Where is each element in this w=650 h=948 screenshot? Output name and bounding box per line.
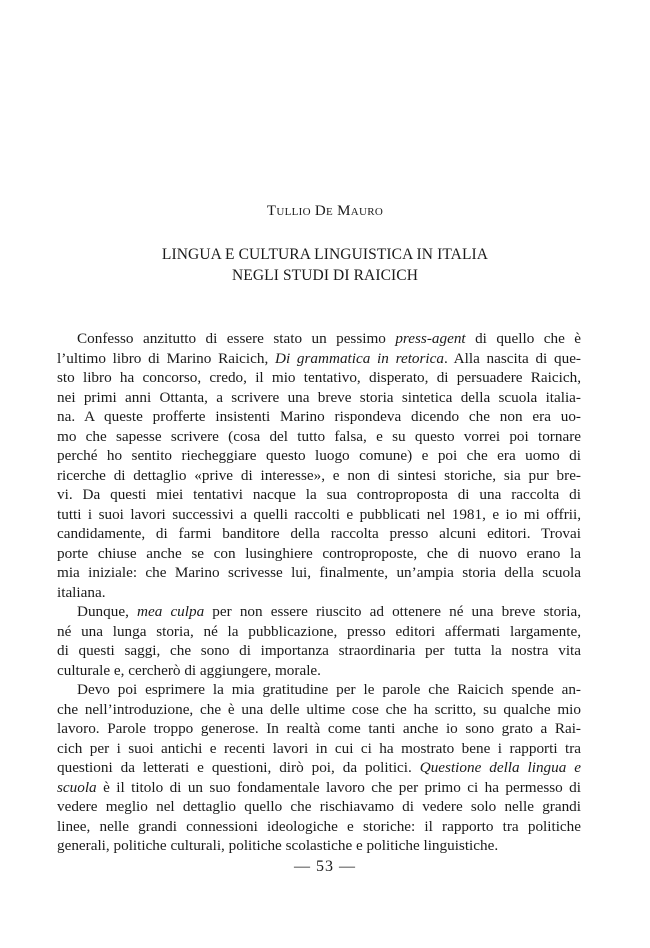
text-run: ricerche di dettaglio «prive di interesse», e non di sintesi storiche, sia pur bre- — [57, 466, 581, 484]
text-line — [57, 719, 581, 739]
text-line — [57, 661, 581, 681]
italic-text: press-agent — [395, 330, 466, 347]
text-line — [57, 446, 581, 466]
text-run: né una lunga storia, né la pubblicazione, presso editori affermati largamente, — [57, 622, 581, 640]
text-line — [57, 836, 581, 856]
text-line — [57, 739, 581, 759]
text-line — [57, 563, 581, 583]
text-run: linee, nelle grandi connessioni ideologiche e storiche: il rapporto tra politiche — [57, 817, 581, 835]
text-run: tutti i suoi lavori successivi a quelli raccolti e pubblicati nel 1981, e io mi offrii, — [57, 505, 581, 523]
text-line — [57, 427, 581, 447]
text-line — [57, 680, 581, 700]
italic-text: Questione della lingua e — [419, 759, 581, 776]
text-line — [57, 602, 581, 622]
text-line — [57, 622, 581, 642]
text-line — [57, 466, 581, 486]
text-line — [57, 583, 581, 603]
italic-text: Di grammatica in retorica — [275, 349, 444, 367]
text-run: . Alla nascita di que- — [443, 349, 581, 367]
text-run: Dunque, — [77, 603, 138, 620]
text-run: mia iniziale: che Marino scrivesse lui, finalmente, un’ampia storia della scuola — [57, 564, 581, 581]
page-number: — 53 — — [294, 858, 356, 875]
text-line — [57, 778, 581, 798]
text-line — [57, 349, 581, 369]
text-line — [57, 505, 581, 525]
text-run: cich per i suoi antichi e recenti lavori in cui ci ha mostrato bene i rapporti tra — [57, 739, 581, 757]
text-line — [57, 817, 581, 837]
text-run: candidamente, di farmi banditore della raccolta presso alcuni editori. Trovai — [57, 525, 581, 542]
paragraph — [57, 602, 581, 680]
text-run: di quello che è — [465, 330, 581, 347]
text-line — [57, 797, 581, 817]
text-run: vi. Da questi miei tentativi nacque la sua controproposta di una raccolta di — [57, 486, 581, 503]
text-line — [57, 329, 581, 349]
italic-text: scuola — [57, 778, 97, 796]
text-run: italiana. — [57, 583, 106, 601]
text-run: mo che sapesse scrivere (cosa del tutto falsa, e su questo vorrei poi tornare — [57, 427, 581, 445]
text-run: Confesso anzitutto di essere stato un pessimo — [77, 330, 396, 347]
text-line — [57, 544, 581, 564]
paragraph — [57, 680, 581, 856]
text-run: di questi saggi, che sono di importanza straordinaria per tutta la nostra vita — [57, 642, 581, 659]
author-name: Tullio De Mauro — [266, 203, 384, 219]
body-text — [57, 329, 581, 856]
text-line — [57, 641, 581, 661]
article-title-line-2: NEGLI STUDI DI RAICICH — [231, 267, 419, 284]
text-line — [57, 758, 581, 778]
text-run: è il titolo di un suo fondamentale lavoro che per primo ci ha permesso di — [96, 778, 581, 796]
text-line — [57, 485, 581, 505]
article-title — [0, 244, 650, 286]
text-line — [57, 524, 581, 544]
text-line — [57, 407, 581, 427]
text-line — [57, 388, 581, 408]
text-run: questioni da letterati e questioni, dirò poi, da politici. — [57, 759, 420, 776]
article-title-line-1: LINGUA E CULTURA LINGUISTICA IN ITALIA — [161, 246, 489, 263]
italic-text: mea culpa — [137, 603, 205, 620]
text-line — [57, 700, 581, 720]
text-run: Devo poi esprimere la mia gratitudine per le parole che Raicich spende an- — [77, 681, 581, 698]
text-run: generali, politiche culturali, politiche scolastiche e politiche linguistiche. — [57, 837, 499, 854]
text-run: porte chiuse anche se con lusinghiere controproposte, che di nuovo erano la — [57, 544, 581, 562]
text-run: che nell’introduzione, che è una delle ultime cose che ha scritto, su qualche mio — [57, 700, 581, 718]
text-run: culturale e, cercherò di aggiungere, morale. — [57, 661, 321, 679]
text-run: na. A queste profferte insistenti Marino rispondeva dicendo che non era uo- — [57, 408, 581, 425]
text-run: lavoro. Parole troppo generose. In realtà come tanti anche io sono grato a Rai- — [57, 720, 581, 737]
text-run: nei primi anni Ottanta, a scrivere una breve storia sintetica della scuola italia- — [57, 388, 581, 406]
text-run: perché ho sentito riecheggiare questo luogo comune) e poi che era uomo di — [57, 447, 581, 464]
paragraph — [57, 329, 581, 602]
text-run: per non essere riuscito ad ottenere né una breve storia, — [204, 603, 581, 620]
text-run: vedere meglio nel dettaglio quello che rischiavamo di vedere solo nelle grandi — [57, 798, 581, 815]
text-run: sto libro ha concorso, credo, il mio tentativo, disperato, di persuadere Raicich, — [57, 369, 581, 386]
text-line — [57, 368, 581, 388]
text-run: l’ultimo libro di Marino Raicich, — [57, 349, 275, 367]
